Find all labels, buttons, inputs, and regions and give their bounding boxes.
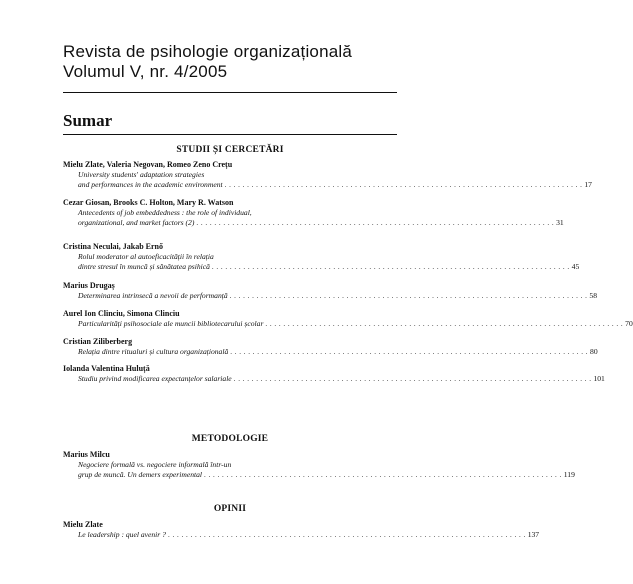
dot-leader: . . . . . . . . . . . . . . . . . . . . . . . . . . . . . . . . . . . . . . . . . . . . . . . . . . . . . . . . . . . . . . . . . . . . . . . . . . . . . . . . — [204, 471, 562, 479]
entry-title-last-line — [78, 291, 598, 301]
entry-authors: Mielu Zlate — [63, 520, 103, 529]
entry-title: dintre stresul în muncă și sănătatea psihică — [78, 262, 210, 271]
section-heading: STUDII ȘI CERCETĂRI — [176, 145, 284, 155]
entry-title: Determinarea intrinsecă a nevoii de performanță — [78, 291, 228, 300]
entry-title-line: Antecedents of job embeddedness : the role of individual, — [78, 208, 252, 217]
dot-leader: . . . . . . . . . . . . . . . . . . . . . . . . . . . . . . . . . . . . . . . . . . . . . . . . . . . . . . . . . . . . . . . . . . . . . . . . . . . . . . . . — [265, 320, 624, 328]
entry-title-line: Rolul moderator al autoeficacității în relația — [78, 252, 214, 261]
entry-title-last-line — [78, 218, 564, 228]
dot-leader: . . . . . . . . . . . . . . . . . . . . . . . . . . . . . . . . . . . . . . . . . . . . . . . . . . . . . . . . . . . . . . . . . . . . . . . . . . . . . . . . — [230, 348, 589, 356]
entry-authors: Cristian Ziliberberg — [63, 337, 133, 346]
dot-leader: . . . . . . . . . . . . . . . . . . . . . . . . . . . . . . . . . . . . . . . . . . . . . . . . . . . . . . . . . . . . . . . . . . . . . . . . . . . . . . . . — [196, 219, 555, 227]
page-number: 17 — [584, 180, 592, 189]
page-number: 80 — [590, 347, 598, 356]
entry-title-last-line — [78, 319, 633, 329]
page-number: 31 — [556, 218, 564, 227]
entry-title-last-line — [78, 262, 580, 272]
section-heading: OPINII — [213, 504, 247, 514]
entry-authors: Cristina Neculai, Jakab Ernő — [63, 242, 164, 251]
contents-rule — [63, 134, 397, 135]
entry-title-last-line — [78, 180, 592, 190]
journal-volume: Volumul V, nr. 4/2005 — [63, 62, 228, 81]
entry-title-last-line — [78, 530, 540, 540]
page-number: 119 — [563, 470, 575, 479]
toc-entry — [63, 520, 540, 540]
dot-leader: . . . . . . . . . . . . . . . . . . . . . . . . . . . . . . . . . . . . . . . . . . . . . . . . . . . . . . . . . . . . . . . . . . . . . . . . . . . . . . . . — [224, 181, 583, 189]
dot-leader: . . . . . . . . . . . . . . . . . . . . . . . . . . . . . . . . . . . . . . . . . . . . . . . . . . . . . . . . . . . . . . . . . . . . . . . . . . . . . . . . — [211, 263, 570, 271]
toc-entry — [63, 337, 598, 357]
entry-title-last-line — [78, 374, 605, 384]
page-number: 101 — [593, 374, 605, 383]
entry-title: Particularități psihosociale ale muncii bibliotecarului școlar — [78, 319, 264, 328]
entry-title-line: Negociere formală vs. negociere informală într-un — [78, 460, 232, 469]
toc-entry — [63, 242, 580, 272]
entry-title: organizational, and market factors (2) — [78, 218, 195, 227]
toc-entry — [63, 281, 598, 301]
contents-title: Sumar — [63, 111, 113, 130]
entry-title: Studiu privind modificarea expectanțelor salariale — [78, 374, 232, 383]
toc-entry — [63, 309, 633, 329]
entry-title: Relația dintre ritualuri și cultura organizațională — [78, 347, 229, 356]
entry-authors: Marius Milcu — [63, 450, 110, 459]
entry-title: and performances in the academic environment — [78, 180, 223, 189]
toc-entry — [63, 198, 564, 228]
entry-authors: Aurel Ion Clinciu, Simona Clinciu — [63, 309, 180, 318]
page-number: 70 — [625, 319, 633, 328]
dot-leader: . . . . . . . . . . . . . . . . . . . . . . . . . . . . . . . . . . . . . . . . . . . . . . . . . . . . . . . . . . . . . . . . . . . . . . . . . . . . . . . . — [167, 531, 526, 539]
entry-authors: Mielu Zlate, Valeria Negovan, Romeo Zeno Crețu — [63, 160, 233, 169]
entry-title-last-line — [78, 347, 598, 357]
toc-entry — [63, 450, 575, 480]
page-number: 58 — [589, 291, 598, 300]
page-number: 45 — [571, 262, 580, 271]
toc-entry — [63, 160, 592, 190]
section-heading: METODOLOGIE — [191, 434, 269, 444]
entry-authors: Marius Drugaș — [63, 281, 115, 290]
entry-title: Le leadership : quel avenir ? — [78, 530, 166, 539]
entry-authors: Cezar Giosan, Brooks C. Holton, Mary R. Watson — [63, 198, 234, 207]
toc-entry — [63, 364, 605, 384]
journal-header — [63, 42, 352, 82]
entry-title: grup de muncă. Un demers experimental — [78, 470, 203, 479]
header-rule — [63, 92, 397, 93]
entry-title-line: University students' adaptation strategies — [78, 170, 205, 179]
journal-title: Revista de psihologie organizațională — [63, 42, 353, 61]
entry-authors: Iolanda Valentina Huluță — [63, 364, 150, 373]
dot-leader: . . . . . . . . . . . . . . . . . . . . . . . . . . . . . . . . . . . . . . . . . . . . . . . . . . . . . . . . . . . . . . . . . . . . . . . . . . . . . . . . — [229, 292, 588, 300]
entry-title-last-line — [78, 470, 575, 480]
dot-leader: . . . . . . . . . . . . . . . . . . . . . . . . . . . . . . . . . . . . . . . . . . . . . . . . . . . . . . . . . . . . . . . . . . . . . . . . . . . . . . . . — [233, 375, 592, 383]
page-number: 137 — [527, 530, 540, 539]
